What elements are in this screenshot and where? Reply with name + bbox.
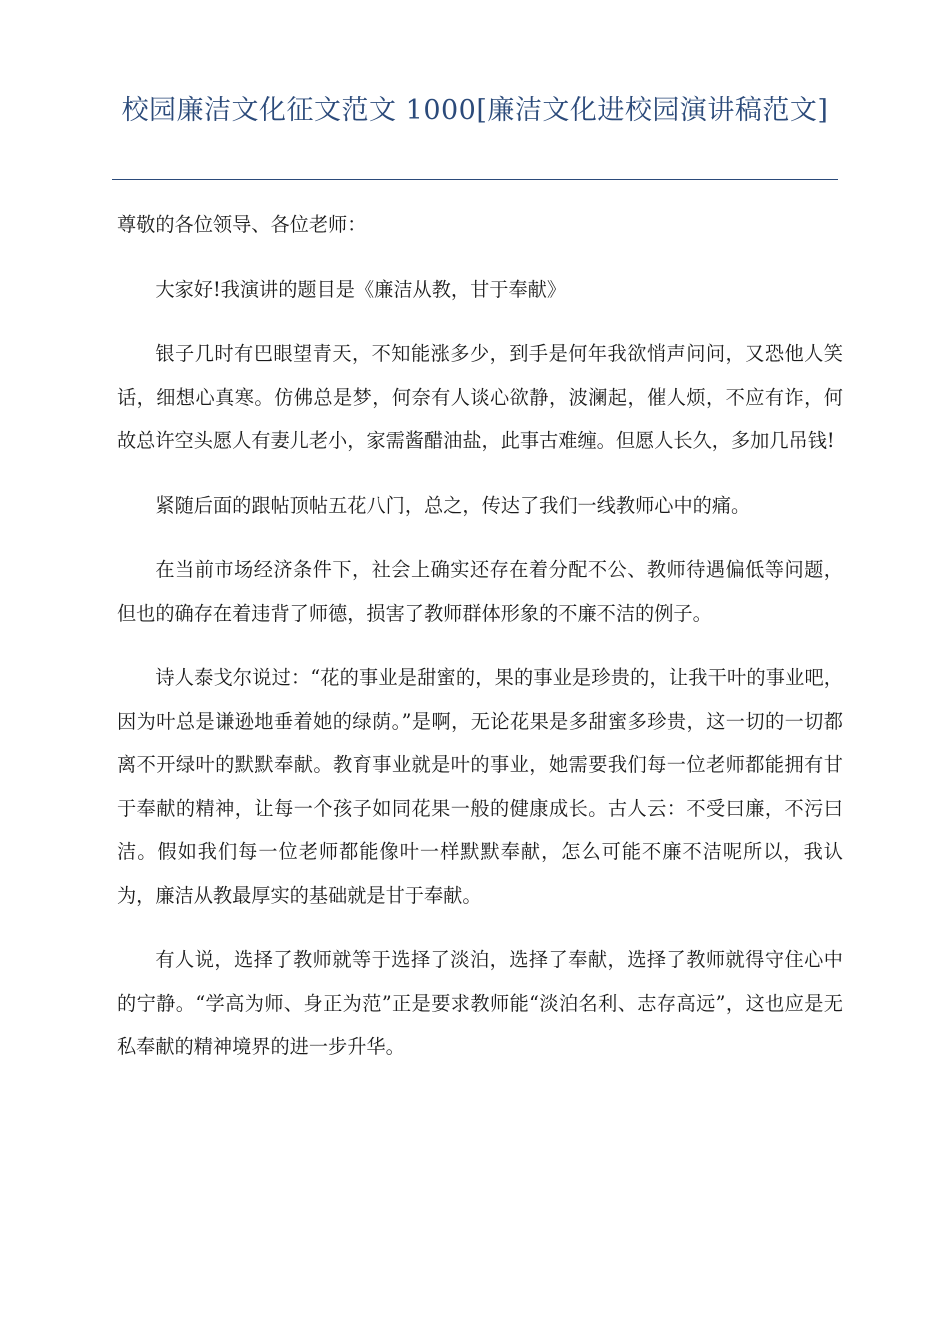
paragraph: 紧随后面的跟帖顶帖五花八门，总之，传达了我们一线教师心中的痛。 [155,493,751,517]
document-title: 校园廉洁文化征文范文 1000[廉洁文化进校园演讲稿范文] [121,95,829,126]
salutation: 尊敬的各位领导、各位老师： [117,213,367,236]
document-body [117,203,843,1090]
paragraph: 银子几时有巴眼望青天，不知能涨多少，到手是何年我欲悄声问问，又恐他人笑话，细想心真寒。仿佛总是梦，何奈有人谈心欲静，波澜起，催人烦，不应有诈，何故总许空头愿人有妻儿老小，家需酱醋油盐，此事古难缠。但愿人长久，多加几吊钱! [117,342,843,452]
paragraph: 有人说，选择了教师就等于选择了淡泊，选择了奉献，选择了教师就得守住心中的宁静。“学高为师、身正为范”正是要求教师能“淡泊名利、志存高远”，这也应是无私奉献的精神境界的进一步升华。 [117,948,843,1058]
paragraph: 大家好!我演讲的题目是《廉洁从教，甘于奉献》 [155,277,567,301]
title-divider [112,179,838,180]
paragraph: 诗人泰戈尔说过：“花的事业是甜蜜的，果的事业是珍贵的，让我干叶的事业吧，因为叶总是谦逊地垂着她的绿荫。”是啊，无论花果是多甜蜜多珍贵，这一切的一切都离不开绿叶的默默奉献。教育事业就是叶的事业，她需要我们每一位老师都能拥有甘于奉献的精神，让每一个孩子如同花果一般的健康成长。古人云：不受曰廉，不污曰洁。假如我们每一位老师都能像叶一样默默奉献，怎么可能不廉不洁呢所以，我认为，廉洁从教最厚实的基础就是甘于奉献。 [117,666,843,907]
paragraph: 在当前市场经济条件下，社会上确实还存在着分配不公、教师待遇偏低等问题，但也的确存在着违背了师德，损害了教师群体形象的不廉不洁的例子。 [117,558,843,625]
